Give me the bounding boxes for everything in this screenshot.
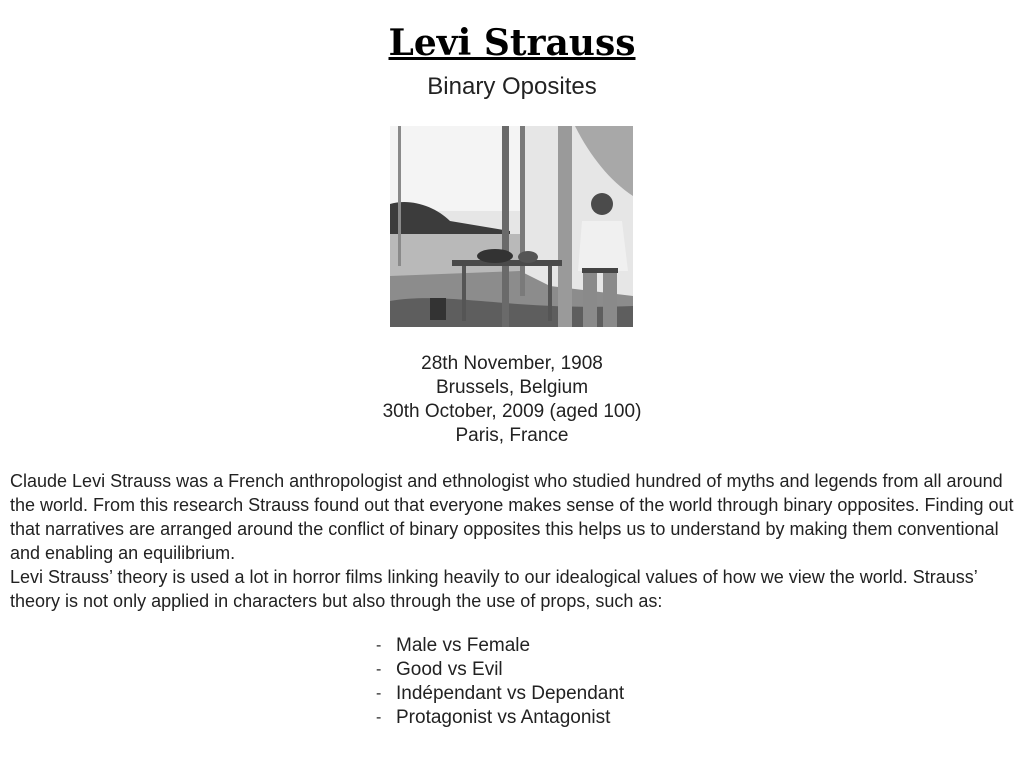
list-item [376, 706, 624, 730]
list-item [376, 682, 624, 706]
list-item [376, 658, 624, 682]
description-text [10, 469, 1014, 613]
list-item-label: Protagonist vs Antagonist [396, 707, 611, 728]
portrait-photo [390, 126, 633, 327]
list-marker: - [376, 709, 382, 726]
list-item-label: Male vs Female [396, 635, 531, 656]
list-item [376, 634, 624, 658]
slide-subtitle: Binary Oposites [427, 73, 597, 100]
biography-facts [0, 352, 1024, 448]
list-item-label: Good vs Evil [396, 659, 503, 680]
slide-title: Levi Strauss [388, 22, 636, 64]
list-marker: - [376, 637, 382, 654]
list-marker: - [376, 685, 382, 702]
list-item-label: Indépendant vs Dependant [396, 683, 625, 704]
binary-opposites-list [376, 634, 624, 730]
birth-date: 28th November, 1908 [421, 353, 603, 374]
birth-place: Brussels, Belgium [435, 377, 589, 398]
paragraph-theory: Levi Strauss’ theory is used a lot in horror films linking heavily to our idealogical values of how we view the world. Strauss’ theory is not only applied in characters but also through the use of props, such as: [10, 567, 978, 611]
list-marker: - [376, 661, 382, 678]
paragraph-intro: Claude Levi Strauss was a French anthropologist and ethnologist who studied hundred of myths and legends from all around the world. From this research Strauss found out that everyone makes sense of the world through binary opposites. Finding out that narratives are arranged around the conflict of binary opposites this helps us to understand by making them conventional and enabling an equilibrium. [10, 471, 1014, 563]
death-date: 30th October, 2009 (aged 100) [382, 401, 642, 422]
death-place: Paris, France [455, 425, 569, 446]
